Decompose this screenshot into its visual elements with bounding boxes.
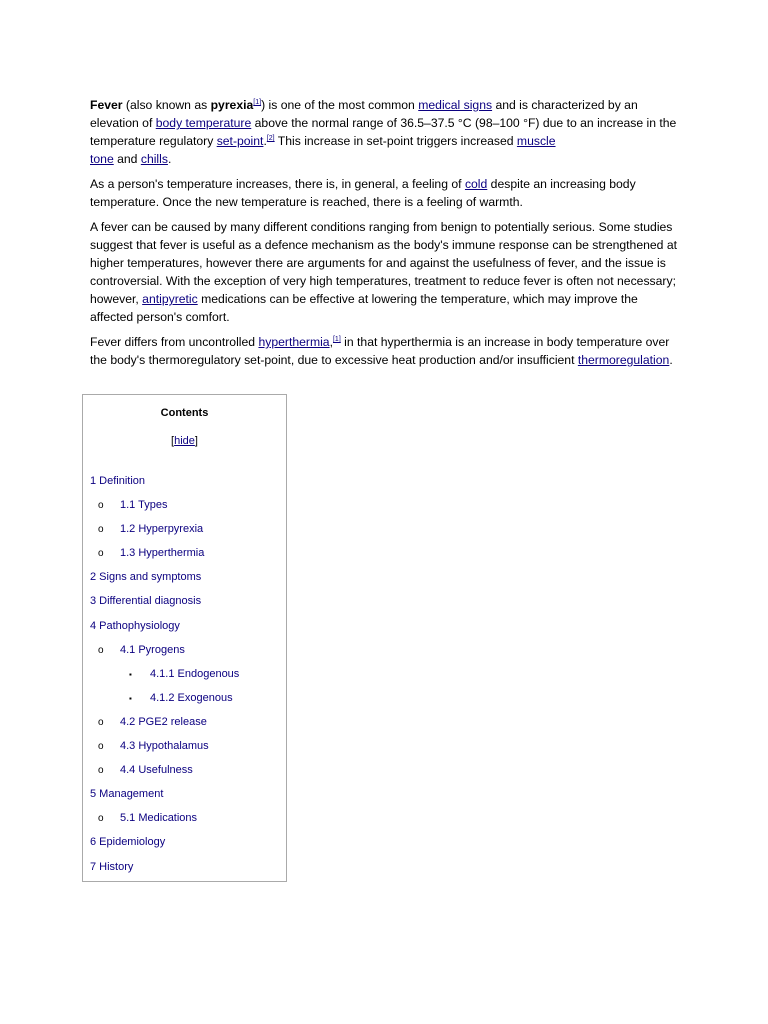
toc-item	[83, 644, 239, 668]
toc-item	[83, 788, 239, 812]
toc-item	[83, 740, 239, 764]
toc-item	[83, 668, 239, 692]
toc-link-types[interactable]: 1.1 Types	[120, 499, 168, 512]
toc-hide-link[interactable]: hide	[174, 435, 195, 447]
article-body	[90, 96, 682, 376]
bullet-icon: ▪	[129, 669, 132, 679]
text: ) is one of the most common	[261, 98, 419, 112]
toc-link-hyperpyrexia[interactable]: 1.2 Hyperpyrexia	[120, 523, 204, 536]
body-temperature-link[interactable]: body temperature	[155, 116, 252, 130]
cold-link[interactable]: cold	[464, 177, 488, 191]
set-point-link[interactable]: set-point	[216, 134, 264, 148]
bullet-icon: o	[98, 524, 104, 536]
medical-signs-link[interactable]: medical signs	[418, 98, 493, 112]
reference-1-link[interactable]: [1]	[253, 99, 262, 106]
toc-link-hyperthermia[interactable]: 1.3 Hyperthermia	[120, 547, 205, 560]
toc-link-differential-diagnosis[interactable]: 3 Differential diagnosis	[90, 595, 202, 608]
reference-1-link[interactable]: [1]	[332, 336, 341, 343]
antipyretic-link[interactable]: antipyretic	[142, 292, 198, 306]
toc-hide-control	[83, 435, 286, 447]
text: .	[263, 134, 267, 148]
toc-item	[83, 523, 239, 547]
toc-link-usefulness[interactable]: 4.4 Usefulness	[120, 764, 193, 777]
text: (also known as	[122, 98, 211, 112]
toc-item	[83, 595, 239, 619]
bullet-icon: ▪	[129, 693, 132, 703]
bullet-icon: o	[98, 548, 104, 560]
toc-link-management[interactable]: 5 Management	[90, 788, 164, 801]
text: As a person's temperature increases, there is, in general, a feeling of	[90, 177, 465, 191]
bullet-icon: o	[98, 813, 104, 825]
text: despite an increasing body temperature. Once the new temperature is reached, there is a feeling of warmth.	[90, 177, 636, 209]
toc-item	[83, 812, 239, 836]
chills-link[interactable]: chills	[140, 152, 168, 166]
toc-link-pyrogens[interactable]: 4.1 Pyrogens	[120, 643, 185, 656]
toc-item	[83, 571, 239, 595]
toc-item	[83, 716, 239, 740]
text: in that hyperthermia is an increase in body temperature over the body's thermoregulatory set-point, due to excessive heat production and/or insufficient	[90, 335, 670, 367]
term-pyrexia: pyrexia	[210, 98, 254, 112]
hyperthermia-link[interactable]: hyperthermia	[258, 335, 330, 349]
toc-item	[83, 764, 239, 788]
text: and is characterized by an elevation of	[90, 98, 638, 130]
bracket: ]	[194, 435, 198, 447]
toc-link-endogenous[interactable]: 4.1.1 Endogenous	[150, 667, 240, 680]
bullet-icon: o	[98, 716, 104, 728]
toc-link-definition[interactable]: 1 Definition	[90, 475, 146, 487]
toc-link-pathophysiology[interactable]: 4 Pathophysiology	[90, 619, 180, 632]
toc-link-exogenous[interactable]: 4.1.2 Exogenous	[150, 691, 233, 704]
bullet-icon: o	[98, 500, 104, 512]
text: This increase in set-point triggers increased	[274, 134, 517, 148]
toc-link-signs-and-symptoms[interactable]: 2 Signs and symptoms	[90, 571, 202, 584]
text: Fever differs from uncontrolled	[90, 335, 259, 349]
toc-link-hypothalamus[interactable]: 4.3 Hypothalamus	[120, 740, 209, 753]
toc-list	[83, 475, 239, 885]
bracket: [	[171, 435, 175, 447]
toc-link-pge2-release[interactable]: 4.2 PGE2 release	[120, 715, 207, 728]
text: ,	[329, 335, 333, 349]
toc-item	[83, 620, 239, 644]
toc-item	[83, 475, 239, 499]
table-of-contents	[82, 394, 287, 882]
paragraph-temperature	[90, 175, 682, 211]
text: and	[113, 152, 141, 166]
text: above the normal range of 36.5–37.5 °C (98–100 °F) due to an increase in the temperature regulatory	[90, 116, 677, 148]
toc-item	[83, 547, 239, 571]
toc-item	[83, 861, 239, 885]
text: A fever can be caused by many different conditions ranging from benign to potentially serious. Some studies suggest that fever is useful as a defence mechanism as the body's immune response can be strengthened at higher temperatures, however there are arguments for and against the usefulness of fever, and the issue is controversial. With the exception of very high temperatures, treatment to reduce fever is often not necessary; however,	[90, 220, 677, 306]
text: medications can be effective at lowering the temperature, which may improve the affected person's comfort.	[90, 292, 638, 324]
thermoregulation-link[interactable]: thermoregulation	[577, 353, 670, 367]
toc-link-epidemiology[interactable]: 6 Epidemiology	[90, 836, 166, 849]
bullet-icon: o	[98, 741, 104, 753]
muscle-link[interactable]: muscle	[516, 134, 556, 148]
paragraph-causes	[90, 218, 682, 326]
text: .	[167, 152, 172, 166]
paragraph-intro	[90, 96, 682, 168]
reference-2-link[interactable]: [2]	[266, 135, 275, 142]
toc-link-medications[interactable]: 5.1 Medications	[120, 812, 198, 825]
toc-link-history[interactable]: 7 History	[90, 860, 134, 873]
toc-item	[83, 499, 239, 523]
bullet-icon: o	[98, 644, 104, 656]
bullet-icon: o	[98, 765, 104, 777]
text: .	[669, 353, 673, 367]
toc-item	[83, 836, 239, 860]
term-fever: Fever	[90, 98, 123, 112]
toc-item	[83, 692, 239, 716]
paragraph-hyperthermia	[90, 333, 682, 369]
toc-title: Contents	[160, 407, 209, 419]
tone-link[interactable]: tone	[90, 152, 114, 166]
